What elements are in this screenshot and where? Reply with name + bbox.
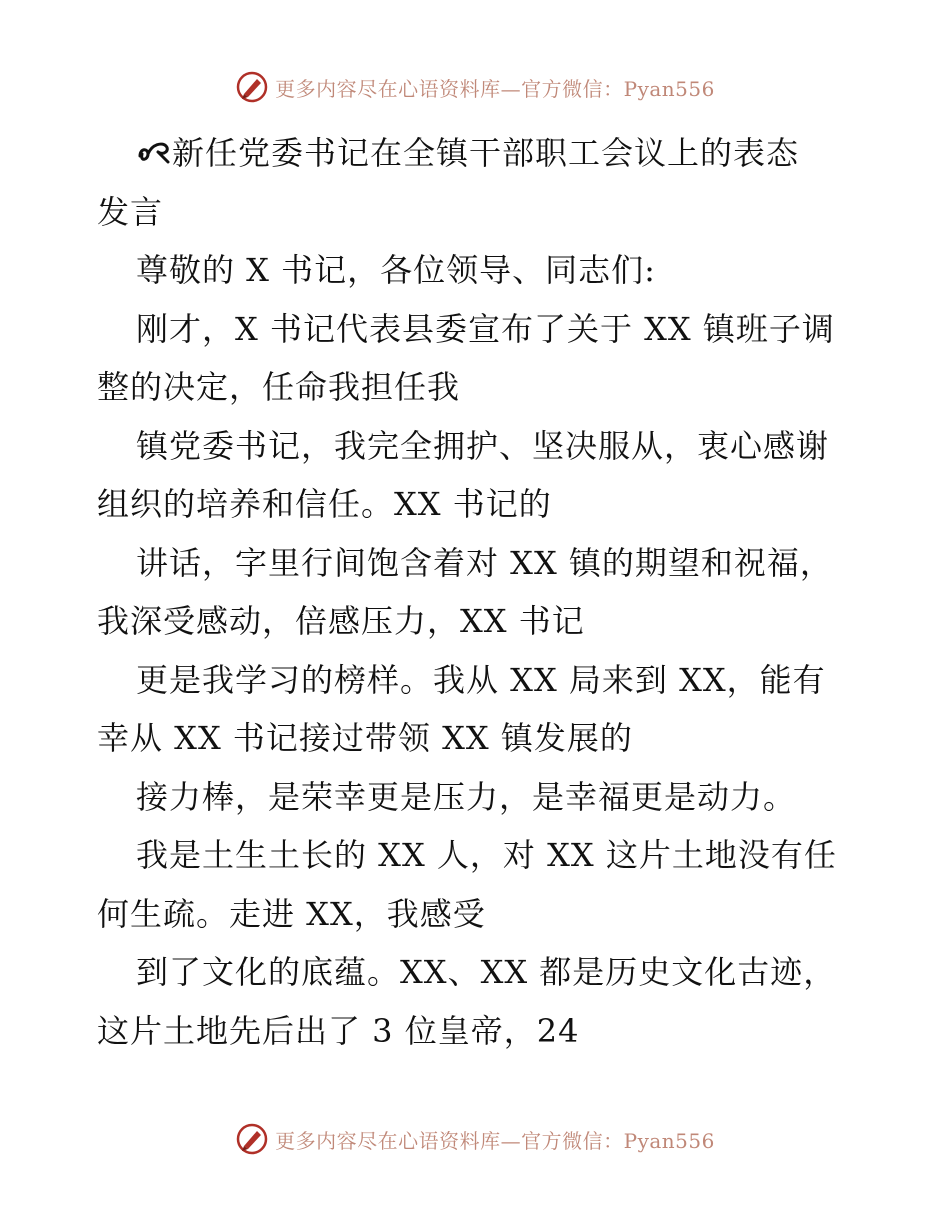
- text-line: [97, 183, 857, 242]
- watermark-text: 更多内容尽在心语资料库—官方微信：Pyan556: [275, 1128, 715, 1153]
- header-watermark: [0, 70, 950, 104]
- line-text: 组织的培养和信任。XX 书记的: [97, 485, 552, 523]
- line-text: 发言: [97, 192, 164, 231]
- text-line: [97, 358, 857, 417]
- line-text: 到了文化的底蕴。XX、XX 都是历史文化古迹，: [136, 953, 837, 991]
- line-text: 我深受感动，倍感压力，XX 书记: [97, 602, 585, 640]
- document-body: [97, 124, 857, 1060]
- text-line: [97, 885, 857, 944]
- line-text: 新任党委书记在全镇干部职工会议上的表态: [172, 134, 800, 172]
- line-text: 整的决定，任命我担任我: [97, 368, 461, 406]
- text-line: [97, 826, 857, 885]
- swirl-bullet-icon: [136, 136, 172, 168]
- line-text: 何生疏。走进 XX，我感受: [97, 894, 486, 933]
- text-line: [97, 768, 857, 827]
- text-line: [97, 1002, 857, 1061]
- text-line: [97, 709, 857, 768]
- line-text: 我是土生土长的 XX 人，对 XX 这片土地没有任: [136, 836, 837, 874]
- line-text: 接力棒，是荣幸更是压力，是幸福更是动力。: [136, 777, 797, 816]
- document-title-line: [97, 124, 857, 183]
- text-line: [97, 651, 857, 710]
- line-text: 更是我学习的榜样。我从 XX 局来到 XX，能有: [136, 660, 826, 699]
- logo-icon: [235, 70, 269, 104]
- text-line: [97, 475, 857, 534]
- line-text: 尊敬的 X 书记，各位领导、同志们:: [136, 251, 656, 289]
- line-text: 镇党委书记，我完全拥护、坚决服从，衷心感谢: [136, 426, 830, 465]
- line-text: 讲话，字里行间饱含着对 XX 镇的期望和祝福，: [136, 543, 833, 582]
- line-text: 这片土地先后出了 3 位皇帝，24: [97, 1011, 580, 1050]
- logo-icon: [235, 1122, 269, 1156]
- text-line: [97, 592, 857, 651]
- text-line: [97, 300, 857, 359]
- watermark-text: 更多内容尽在心语资料库—官方微信：Pyan556: [275, 76, 715, 101]
- line-text: 幸从 XX 书记接过带领 XX 镇发展的: [97, 719, 633, 757]
- line-text: 刚才，X 书记代表县委宣布了关于 XX 镇班子调: [136, 309, 835, 348]
- footer-watermark: [0, 1122, 950, 1156]
- text-line: [97, 241, 857, 300]
- text-line: [97, 943, 857, 1002]
- text-line: [97, 417, 857, 476]
- text-line: [97, 534, 857, 593]
